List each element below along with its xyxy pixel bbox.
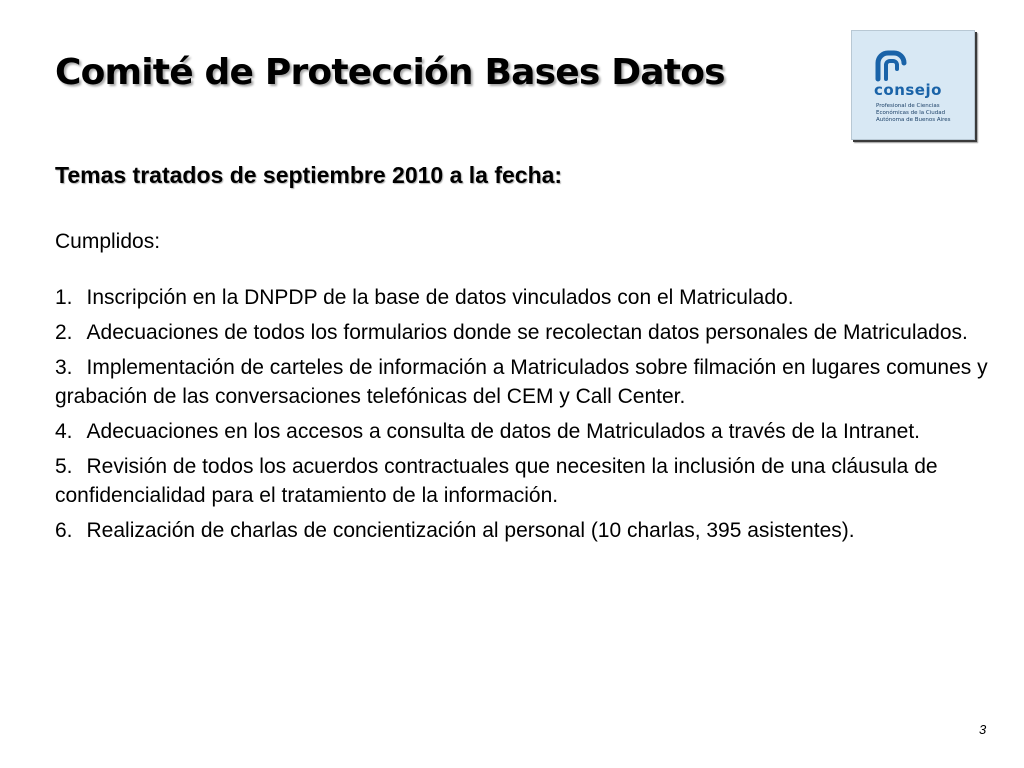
- list-item: [55, 353, 1015, 411]
- item-number: 5.: [55, 455, 73, 478]
- consejo-logo-mark-icon: [874, 49, 908, 83]
- list-item: [55, 417, 1015, 446]
- item-number: 2.: [55, 321, 73, 344]
- list-item: [55, 283, 1015, 312]
- list-item: [55, 452, 1015, 510]
- item-number: 3.: [55, 356, 73, 379]
- page-number: 3: [979, 722, 987, 737]
- item-text: Realización de charlas de concientización al personal (10 charlas, 395 asistentes).: [86, 519, 855, 542]
- logo-subtitle-line: Autónoma de Buenos Aires: [876, 117, 951, 123]
- completed-label: Cumplidos:: [55, 230, 161, 253]
- slide-title: Comité de Protección Bases Datos: [55, 52, 725, 93]
- item-text: Adecuaciones de todos los formularios donde se recolectan datos personales de Matriculados.: [86, 321, 968, 344]
- item-number: 4.: [55, 420, 73, 443]
- logo-subtitle-line: Profesional de Ciencias: [876, 103, 940, 109]
- completed-items-list: [55, 283, 1015, 551]
- item-number: 6.: [55, 519, 73, 542]
- item-text: Inscripción en la DNPDP de la base de datos vinculados con el Matriculado.: [86, 286, 794, 309]
- item-text: Implementación de carteles de información a Matriculados sobre filmación en lugares comunes y grabación de las conversaciones telefónicas del CEM y Call Center.: [55, 356, 988, 408]
- item-text: Adecuaciones en los accesos a consulta de datos de Matriculados a través de la Intranet.: [86, 420, 921, 443]
- item-number: 1.: [55, 286, 73, 309]
- logo-subtitle: [876, 103, 972, 124]
- logo-wordmark: consejo: [874, 81, 942, 99]
- logo-subtitle-line: Económicas de la Ciudad: [876, 110, 946, 116]
- consejo-logo: [851, 30, 975, 140]
- section-heading: Temas tratados de septiembre 2010 a la fecha:: [55, 162, 563, 188]
- list-item: [55, 318, 1015, 347]
- list-item: [55, 516, 1015, 545]
- item-text: Revisión de todos los acuerdos contractuales que necesiten la inclusión de una cláusula de confidencialidad para el tratamiento de la información.: [55, 455, 938, 507]
